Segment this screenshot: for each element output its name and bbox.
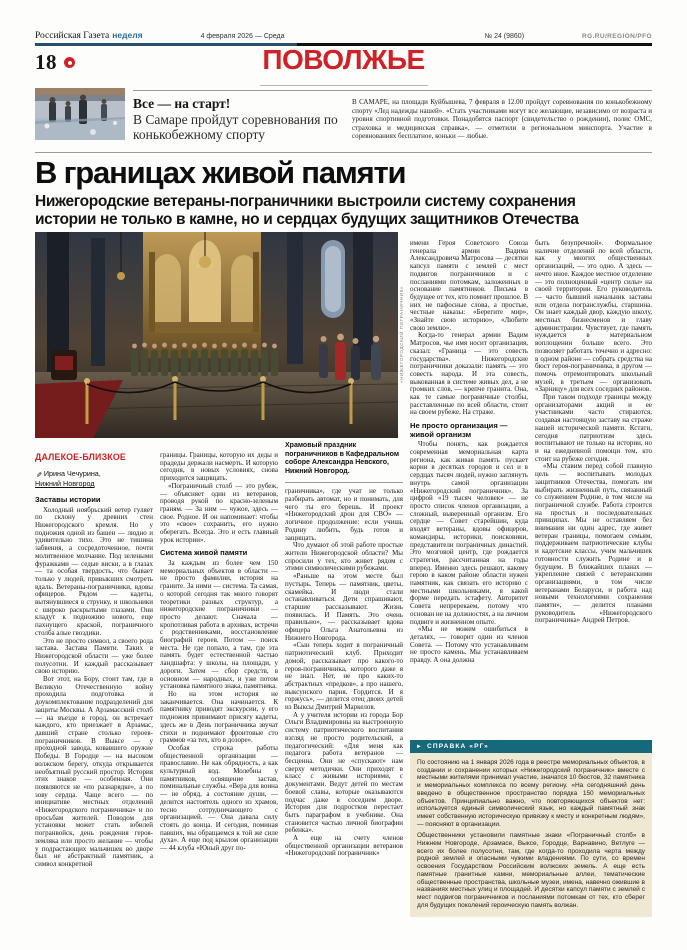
article-paragraph: Но на этом история не заканчивается. Она начинается. К памятнику приводят экскурсии, у его подножия принимают присягу кадеты, здесь же в День пограничника звучат стихи и поднимают фронтовые сто граммов «за тех, кто в дозоре». [160, 689, 278, 745]
reference-box-label: СПРАВКА «РГ» [427, 743, 489, 750]
article-paragraph: границы. Границы, которую их деды и прадеды держали насмерть. И которую сегодня, в новых условиях, снова приходится защищать. [160, 451, 278, 483]
article-paragraph: Особая строка работы общественной организации — православие. Не как обрядность, а как культурный код. Молебны у памятников, освящение застав, поминальные службы. «Вера для воина — не обряд, а состояние души, — делится настоятель одного из храмов, тесно сотрудничающего с организацией. — Она давала силу стоять до конца. И сегодня, поминая павших, мы обращаемся к той же силе духа». А еще под крылом организации — 44 клуба «Юный друг по- [160, 743, 278, 853]
edition-label: неделя [112, 30, 143, 40]
reference-box [410, 740, 652, 917]
site-url: RG.RU/REGION/PFO [582, 33, 652, 40]
article-paragraph: «Мы не можем ошибиться в деталях, — говорит один из членов Совета. — Потому что устанавливаем не просто камень. Мы устанавливаем правду. А она должна [410, 625, 528, 665]
arrow-icon: ► [416, 744, 424, 750]
article-paragraph: «Сын теперь ходит в пограничный патриотический клуб. Приходит домой, рассказывает про какого-то героя-пограничника, которого даже я не знал. Нет, не про каких-то абстрактных «предков», а про нашего, выксунского парня. Гордится. И я горжусь», — делится отец двоих детей из Выксы Дмитрий Маркелов. [285, 641, 403, 712]
main-photo [35, 232, 398, 438]
article-paragraph: «Раньше на этом месте был пустырь. Теперь — памятник, цветы, скамейка. И люди стали останавливаться. Дети спрашивают, старшие рассказывают. Жизнь появилась. И Память. Это очень правильно», — рассказывает вдова офицера Ольга Анатольевна из Нижнего Новгорода. [285, 572, 403, 642]
article-column-4 [410, 240, 528, 665]
article-paragraph: Холодный ноябрьский ветер гуляет по склону у древних стен Нижегородского кремля. Но у подножия одной из башен — людно и удивительно тихо. Это не тишина забвения, а сосредоточенное, почти молитвенное молчание. Под зелеными фуражками — седые виски, а в глазах — та особая твердость, что бывает только у людей, привыкших смотреть вдаль. Ветераны-пограничники, вдовы офицеров. Рядом — кадеты, вытянувшиеся в струнку, и школьники с широко раскрытыми глазами. Они кладут к подножию нового, еще пахнущего краской, пограничного столба алые гвоздики. [35, 505, 153, 637]
article-paragraph: А у учителя истории из города Бор Ольги Владимировны на выстроенную систему патриотического воспитания взгляд не просто родительский, а педагогический: «Для меня как педагога работа ветеранов — бесценна. Они не «спускают» нам сверху методички. Они приходят в класс с живыми историями, с документами. Ведут детей по местам боевой славы, которые оказываются подчас даже в соседнем дворе. История для подростков перестает быть параграфом в учебнике. Она становится частью личной биографии ребенка». [285, 710, 403, 835]
article-subhead: Заставы истории [35, 495, 101, 504]
column-text [160, 452, 278, 853]
caption-rule [285, 482, 403, 483]
article-body [35, 232, 652, 938]
column-text [35, 496, 153, 869]
article-paragraph: «Пограничный столб — это рубеж, — объясняет один из ветеранов, проводя рукой по красно-зеленым граням. — За ним — чужое, здесь — свое. Родное. И он напоминает: чтобы это «свое» сохранить, его нужно оберегать. Всегда. Это и есть главный урок истории». [160, 481, 278, 544]
reference-paragraph: Общественники установили памятные знаки «Пограничный столб» в Нижнем Новгороде, Арзамасе, Выксе, Городце, Варнавино, Ветлуге — всего их более полусотни, там, где когда-то проходила черта между родной землей и опасными чужими владениями. По сути, со времен освоения Государством Российским волжских земель. А еще есть памятные гранитные камни, мемориальные аллеи, тематические общественные пространства, школьные музеи, имена, навечно ожившие в названиях местных улиц и площадей. И десятки капсул памяти с землей с мест подвигов пограничников и посланиями потомкам от тех, кто сберег для будущих поколений героическую память волжан. [417, 832, 645, 909]
article-paragraph: Вот этот, на Бору, стоит там, где в Великую Отечественную войну проходила подготовка и доукомплектование подразделений для защиты Москвы. А Арзамасский столб — на въезде в город, он встречает каждого, кто приезжает в Арзамас, давший стране столько героев-пограничников. В Выксе — у проходной завода, ковавшего оружие Победы. В Городце — на высоком волжском берегу, откуда открывается необъятный русский простор. История этих знаков — особенная. Они появляются не «по разнарядке», а по зову сердца. Чаще всего — по инициативе местных отделений «Нижегородского пограничника» и по просьбам жителей. Поводом для установки может стать юбилей погранвойск, день рождения героя-земляка или просто желание — чтобы у подрастающих мальчишек во дворе был не абстрактный памятник, а символ конкретной [35, 675, 153, 868]
article-paragraph: Когда-то генерал армии Вадим Матросов, чье имя носит организация, сказал: «Граница — это совесть государства». Нижегородские пограничники доказали: память — это совесть народа. И эта совесть, выкованная в системе живых дел, а не громких слов, — крепче гранита. Она, как те самые пограничные столбы, расставленные по всей области, стоит на своем рубеже. На страже. [410, 331, 528, 417]
reference-paragraph: По состоянию на 1 января 2026 года в реестре мемориальных объектов, в создании и сохранении которых «Нижегородский пограничник» вместе с местными жителями принимал участие, значатся 10 бюстов, 32 памятника и мемориальных комплекса по всему региону. «На сегодняшний день введено в общественное пространство порядка 150 мемориальных объектов. Принципиально важно, что повторяющихся объектов нет: используется единый символический язык, но каждый памятный знак имеет собственную историческую привязку к месту и конкретным людям», — поясняют в организации. [417, 759, 645, 828]
section-title: ПОВОЛЖЬЕ [262, 44, 425, 75]
reference-box-body [410, 753, 652, 917]
section-underline [260, 85, 428, 86]
paper-logo [35, 30, 143, 41]
article-subhead: Система живой памяти [160, 548, 248, 558]
byline-author: Ирина Чечурина, [43, 469, 101, 478]
article-paragraph: имени Героя Советского Союза генерала армии Вадима Александровича Матросова — десятки капсул памяти с землей с мест подвигов пограничников и с посланиями потомкам, заложенных в основание памятников. Письма в будущее от тех, кто помнит прошлое. В них не пафосные слова, а простые, честные наказы: «Берегите мир», «Знайте свою историю», «Любите свою землю». [410, 239, 528, 332]
article-paragraph: «Мы ставим перед собой главную цель — воспитывать молодых защитников Отечества, помогать им выбирать жизненный путь, связанный со служением Родине, в том числе на пограничной службе. Работа строится на простых и последовательных принципах. Мы не оставляем без внимания ни один адрес, где живет ветеран границы, помогаем семьям, поддерживаем патриотические клубы и кадетские классы, учим мальчишек готовности служить Родине и в будущем. В ближайших планах — укрепление связей с ветеранскими организациями, в том числе ветеранами Беларуси, и работа над новыми технологиями сохранения памяти», — делится планами руководитель «Нижегородского пограничника» Андрей Петров. [535, 462, 652, 625]
column-text [285, 488, 403, 858]
rubric-label: ДАЛЕКОЕ-БЛИЗКОЕ [35, 452, 126, 462]
article-paragraph: За каждым из более чем 150 мемориальных объектов в области — не просто фамилии, история на граните. За ними — система. Та самая, о которой сегодня так много говорят теоретики разных структур, а нижегородские пограничники — просто делают. Сначала — кропотливая работа в архивах, встречи с родственниками, восстановление биографий героев. Потом — поиск места. Не где попало, а там, где эта память будет естественной частью ландшафта: у школы, на площади, у дороги. Затем — сбор средств, в основном — народных, и уже потом установка памятного знака, памятника. [160, 559, 278, 691]
column-text [535, 240, 652, 625]
article-paragraph: Чтобы понять, как рождается современная мемориальная карта региона, как живая память пускает корни в десятках городов и сел и в сердцах тысяч людей, нужно заглянуть внутрь самой организации «Нижегородский пограничник». За цифрой «19 тысяч человек» — не просто список членов организации, а сложный, выверенный организм. Его сердце — Совет старейшин, куда входят ветераны, вдовы офицеров, командиры, историки, поисковики, представители пограничных династий. Это мозговой центр, где рождается стратегия, рассчитанная на годы вперед. Именно здесь решают, какому герою в каком районе области нужен памятник, как связать его историю с местными школьниками, в какой форме передать эстафету. Авторитет Совета непререкаем, потому что основан не на должностях, а на личном подвиге и жизненном опыте. [410, 440, 528, 626]
article-paragraph: Что думают об этой работе простые жители Нижегородской области? Мы спросили у тех, кто живет рядом с этими символическими рубежами. [285, 541, 403, 573]
reference-box-header [410, 740, 652, 753]
issue-number: № 24 (9860) [484, 33, 525, 40]
teaser-body: В САМАРЕ, на площади Куйбышева, 7 февраля в 12.00 пройдут соревнования по конькобежному спорту «Лед надежды нашей». «Стать участниками могут все желающие, независимо от возраста и уровня спортивной подготовки. Понадобятся паспорт (свидетельство о рождении), полис ОМС, страховка и медицинская справка», — отметили в региональном минспорта. Участие в соревнованиях бесплатное, коньки — любые. [352, 98, 652, 141]
teaser-block [35, 88, 652, 150]
article-paragraph: Это не просто символ, а своего рода застава. Застава Памяти. Таких в Нижегородской области — уже более полусотни. И каждый рассказывает свою историю. [35, 636, 153, 676]
masthead-bar [35, 30, 652, 41]
photo-caption: Храмовый праздник пограничников в Кафедральном соборе Александра Невского, Нижний Новгород. [285, 442, 400, 475]
column-text [410, 240, 528, 665]
article-paragraph: быть безупречной». Формальное наличие отделений по всей области, как у многих общественных организаций, — это одно. А здесь — нечто иное. Каждое местное отделение — это полноценный «центр силы» на своей территории. Его руководитель — часто бывший начальник заставы или отдела погранслужбы, старшина. Он знает каждый двор, каждую школу, местных бизнесменов и главу администрации. Чувствует, где память нуждается в материальном воплощении больше всего. Это позволяет работать точечно и адресно: в одном районе — собрать средства на бюст героя-пограничника, в другом — помочь отремонтировать школьный музей, в третьем — организовать «Зарницу» для всех соседних районов. [535, 239, 652, 394]
article-headline: В границах живой памяти [35, 155, 406, 190]
teaser-photo [35, 88, 125, 140]
skating-photo-art [35, 88, 125, 140]
article-column-5 [535, 240, 652, 625]
page-number: 18 [35, 50, 57, 74]
article-paragraph: А еще на счету членов общественной организации ветеранов «Нижегородский пограничник» [285, 834, 403, 858]
article-paragraph: При таком подходе границы между организаторами акций и ее участниками часто стираются, создавая настоящую заставу на страже нашей исторической памяти. Кстати, сегодня патриотизм здесь воспитывают не только на истории, но и на ежедневной помощи тем, кто стоит на рубеже сегодня. [535, 393, 652, 463]
byline [35, 469, 153, 488]
article-deck: Нижегородские ветераны-пограничники выстроили систему сохранения истории не только в камне, но и сердцах будущих защитников Отечества [35, 193, 579, 228]
article-column-1 [35, 452, 153, 869]
issue-date: 4 февраля 2026 — Среда [200, 33, 285, 40]
article-paragraph: граничника», где учат не только разбирать автомат, но и понимать, для чего ты его берешь. И проект «Нижегородский дрон для СВО» — логичное продолжение: если учишь Родину любить, будь готов и защищать. [285, 487, 403, 542]
teaser-subtitle: В Самаре пройдут соревнования по конькобежному спорту [133, 111, 338, 142]
byline-city: Нижний Новгород [35, 479, 95, 488]
article-column-3 [285, 442, 403, 858]
teaser-bottom-rule [35, 152, 652, 153]
article-subhead: Не просто организация — живой организм [410, 421, 508, 439]
cathedral-photo-art [35, 232, 398, 438]
pen-icon: ✎ [34, 471, 42, 478]
article-column-2 [160, 452, 278, 853]
teaser-title: Все — на старт! [133, 96, 231, 111]
teaser-main [133, 90, 652, 143]
photo-credit: «НИЖЕГОРОДСКИЙ ПОГРАНИЧНИК» [399, 286, 404, 384]
teaser-titles [133, 96, 347, 143]
paper-name: Российская Газета [35, 31, 110, 41]
